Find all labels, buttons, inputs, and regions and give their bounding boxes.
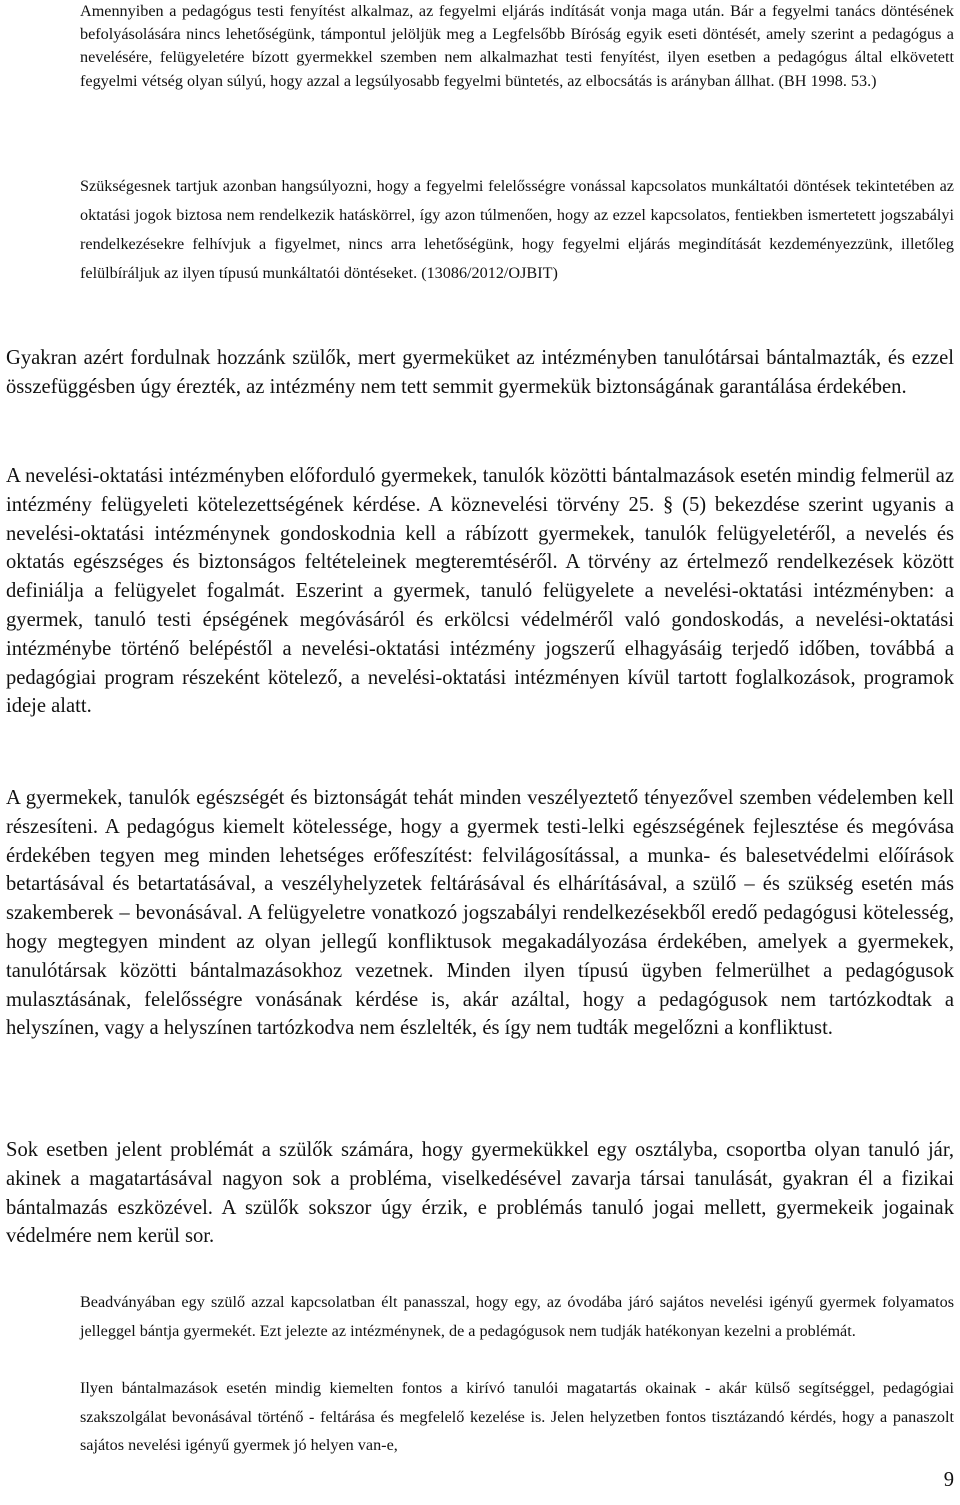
paragraph-supervision-duty: A nevelési-oktatási intézményben előforduló gyermekek, tanulók közötti bántalmazások esetén mindig felmerül az intézmény felügyeleti kötelezettségének kérdése. A köznevelési törvény 25. § (5) bekezdése szerint ugyanis a nevelési-oktatási intézménynek gondoskodnia kell a rábízott gyermekek, tanulók felügyeletéről, a nevelés és oktatás egészséges és biztonságos feltételeinek megteremtéséről. A törvény az értelmező rendelkezések között definiálja a felügyelet fogalmát. Eszerint a gyermek, tanuló felügyelete a nevelési-oktatási intézményben: a gyermek, tanuló testi épségének megóvásáról és erkölcsi védelméről való gondoskodás, a nevelési-oktatási intézménybe történő belépéstől a nevelési-oktatási intézmény jogszerű elhagyásáig terjedő időben, továbbá a pedagógiai program részeként kötelező, a nevelési-oktatási intézményen kívül tartott foglalkozások, programok ideje alatt. bbox=[6, 465, 954, 718]
quote-block-bh-decision: Amennyiben a pedagógus testi fenyítést alkalmaz, az fegyelmi eljárás indítását vonja maga után. Bár a fegyelmi tanács döntésének befolyásolására nincs lehetőségünk, támpontul jelöljük meg a Legfelsőbb Bíróság egyik eseti döntését, amely szerint a pedagógus a nevelésére, felügyeletére bízott gyermekkel szemben nem alkalmazhat testi fenyítést, ilyen esetben a pedagógus által elkövetett fegyelmi vétség olyan súlyú, hogy azzal a legsúlyosabb fegyelmi büntetés, az elbocsátás is arányban állhat. (BH 1998. 53.) bbox=[80, 2, 954, 90]
quote-block-causes: Ilyen bántalmazások esetén mindig kiemelten fontos a kirívó tanulói magatartás okainak - akár külső segítséggel, pedagógiai szakszolgálat bevonásával történő - feltárása és megfelelő kezelése is. Jelen helyzetben fontos tisztázandó kérdés, hogy a panaszolt sajátos nevelési igényű gyermek jó helyen van-e, bbox=[80, 1379, 954, 1454]
paragraph-parents-complaints: Gyakran azért fordulnak hozzánk szülők, mert gyermeküket az intézményben tanulótársai bántalmazták, és ezzel összefüggésben úgy érezték, az intézmény nem tett semmit gyermekük biztonságának garantálása érdekében. bbox=[6, 347, 954, 398]
page-number: 9 bbox=[943, 1469, 954, 1491]
paragraph-problem-student: Sok esetben jelent problémát a szülők számára, hogy gyermekükkel egy osztályba, csoportba olyan tanuló jár, akinek a magatartásával nagyon sok a probléma, viselkedésével zavarja társai tanulását, gyakran él a fizikai bántalmazás eszközével. A szülők sokszor úgy érzik, e problémás tanuló jogai mellett, gyermekeik jogainak védelmére nem kerül sor. bbox=[6, 1139, 954, 1248]
quote-block-ojbit: Szükségesnek tartjuk azonban hangsúlyozni, hogy a fegyelmi felelősségre vonással kapcsolatos munkáltatói döntések tekintetében az oktatási jogok biztosa nem rendelkezik hatáskörrel, így azon túlmenően, hogy az ezzel kapcsolatos, fentiekben ismertetett jogszabályi rendelkezésekre felhívjuk a figyelmet, nincs arra lehetőségünk, hogy fegyelmi eljárás megindítását kezdeményezzünk, illetőleg felülbíráljuk az ilyen típusú munkáltatói döntéseket. (13086/2012/OJBIT) bbox=[80, 177, 954, 282]
paragraph-child-safety: A gyermekek, tanulók egészségét és biztonságát tehát minden veszélyeztető tényezővel szemben védelemben kell részesíteni. A pedagógus kiemelt kötelessége, hogy a gyermek testi-lelki egészségének fejlesztése és megóvása érdekében tegyen meg minden lehetséges erőfeszítést: felvilágosítással, a munka- és balesetvédelmi előírások betartásával és betartatásával, a veszélyhelyzetek feltárásával és elhárításával, a szülő – és szükség esetén más szakemberek – bevonásával. A felügyeletre vonatkozó jogszabályi rendelkezésekből eredő pedagógusi kötelesség, hogy megtegyen mindent az olyan jellegű konfliktusok megakadályozása érdekében, amelyek a gyermekek, tanulótársak közötti bántalmazásokhoz vezetnek. Minden ilyen típusú ügyben felmerülhet a pedagógusok mulasztásának, felelősségre vonásának kérdése is, akár azáltal, hogy a pedagógusok nem tartózkodtak a helyszínen, vagy a helyszínen tartózkodva nem észlelték, és így nem tudták megelőzni a konfliktust. bbox=[6, 787, 954, 1040]
quote-block-kindergarten-case: Beadványában egy szülő azzal kapcsolatban élt panasszal, hogy egy, az óvodába járó sajátos nevelési igényű gyermek folyamatos jelleggel bántja gyermekét. Ezt jelezte az intézménynek, de a pedagógusok nem tudják hatékonyan kezelni a problémát. bbox=[80, 1293, 954, 1340]
